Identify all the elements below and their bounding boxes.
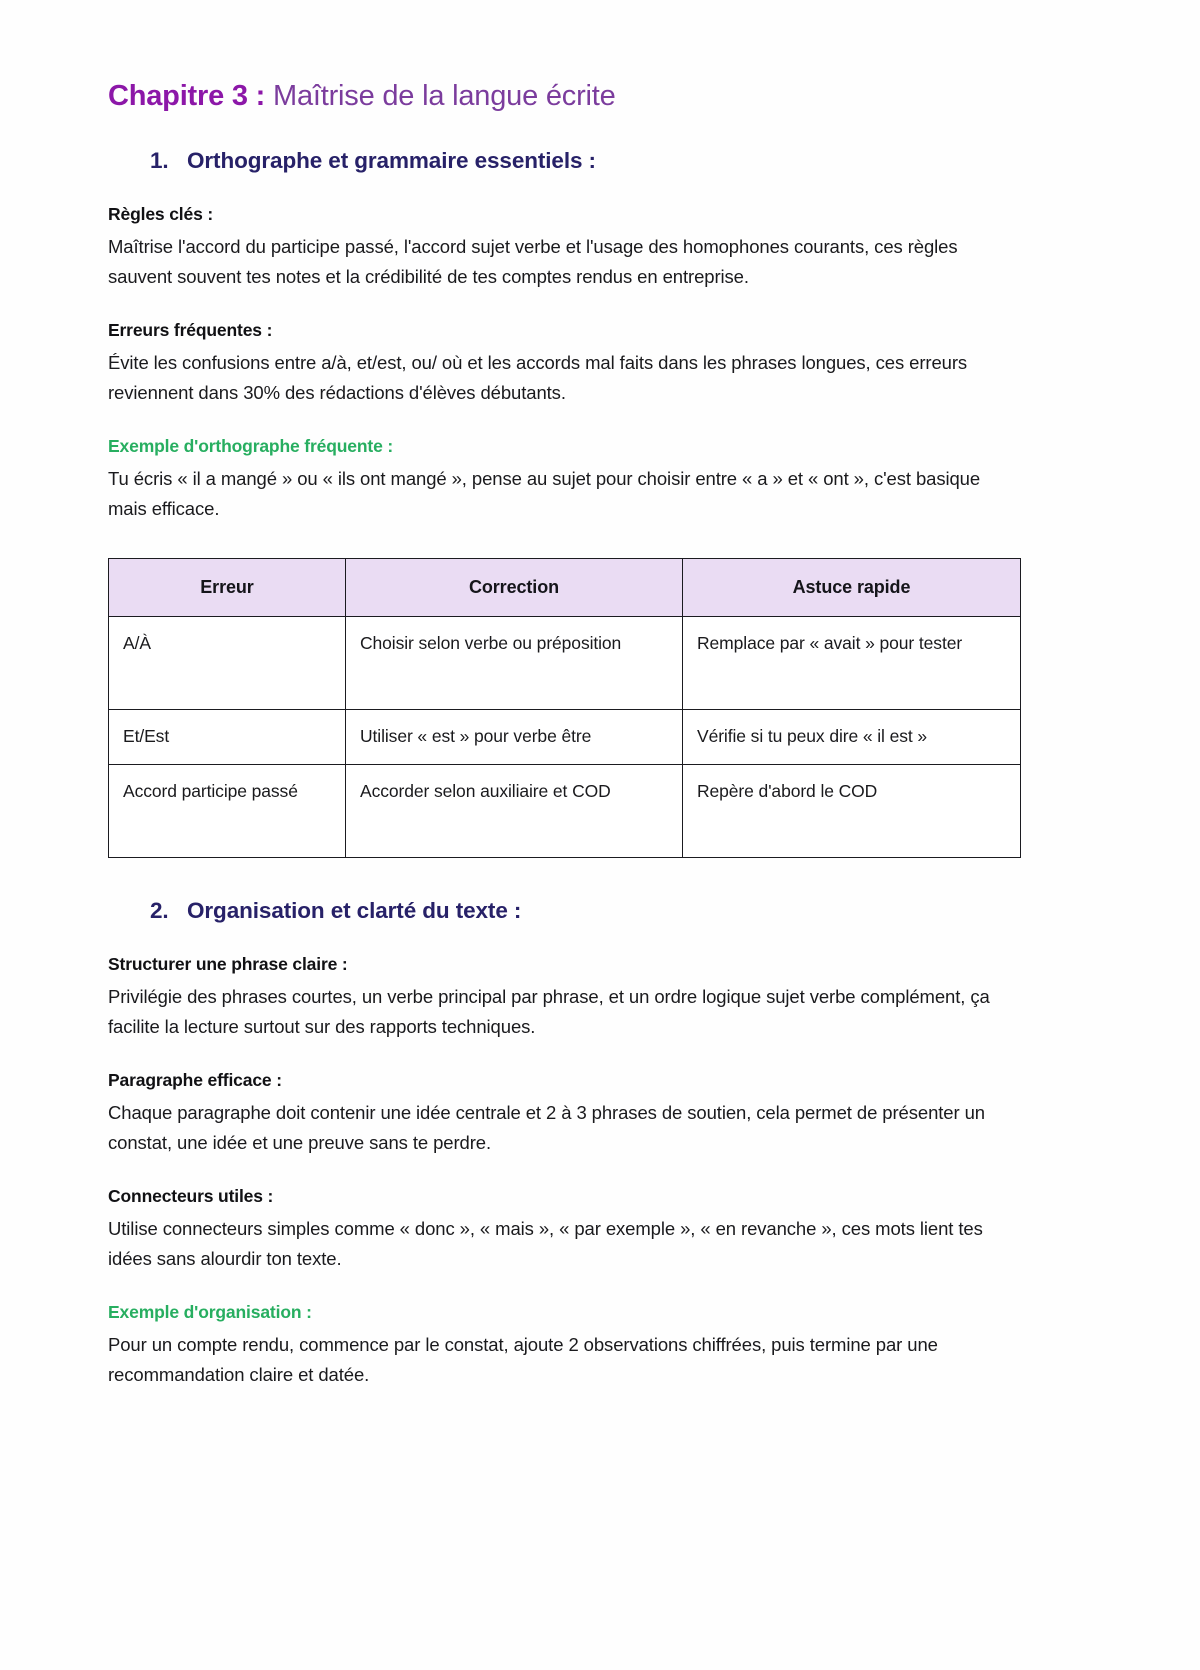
table-header-astuce: Astuce rapide [683,559,1021,617]
section-heading-2 [108,898,1020,924]
bodytext-connecteurs-utiles: Utilise connecteurs simples comme « donc », « mais », « par exemple », « en revanche », ces mots lient tes idées sans alourdir ton texte. [108,1218,983,1270]
block-paragraphe-efficace [108,1070,1020,1158]
section-label-1: Orthographe et grammaire essentiels : [187,148,596,174]
block-regles-cles [108,204,1020,292]
cell-astuce: Remplace par « avait » pour tester [683,617,1021,710]
subheading-structurer-phrase: Structurer une phrase claire : [108,954,348,975]
block-connecteurs-utiles [108,1186,1020,1274]
cell-erreur: Accord participe passé [109,765,346,858]
section-number-1: 1. [150,148,169,174]
table-row [109,617,1021,710]
cell-correction: Accorder selon auxiliaire et COD [346,765,683,858]
bodytext-paragraphe-efficace: Chaque paragraphe doit contenir une idée centrale et 2 à 3 phrases de soutien, cela permet de présenter un constat, une idée et une preuve sans te perdre. [108,1102,985,1154]
subheading-connecteurs-utiles: Connecteurs utiles : [108,1186,274,1207]
block-structurer-phrase [108,954,1020,1042]
page-title [108,78,1020,114]
subheading-erreurs-frequentes: Erreurs fréquentes : [108,320,273,341]
cell-correction: Choisir selon verbe ou préposition [346,617,683,710]
bodytext-structurer-phrase: Privilégie des phrases courtes, un verbe principal par phrase, et un ordre logique sujet verbe complément, ça facilite la lecture surtout sur des rapports techniques. [108,986,990,1038]
cell-correction: Utiliser « est » pour verbe être [346,710,683,765]
table-row [109,765,1021,858]
errors-table-wrapper [108,558,1020,858]
section-heading-1 [108,148,1020,174]
subheading-exemple-organisation: Exemple d'organisation : [108,1302,312,1323]
cell-astuce: Vérifie si tu peux dire « il est » [683,710,1021,765]
chapter-label: Chapitre 3 : [108,80,266,112]
chapter-subject: Maîtrise de la langue écrite [265,80,616,112]
table-header-erreur: Erreur [109,559,346,617]
errors-table [108,558,1021,858]
bodytext-erreurs-frequentes: Évite les confusions entre a/à, et/est, ou/ où et les accords mal faits dans les phrases longues, ces erreurs reviennent dans 30% des rédactions d'élèves débutants. [108,352,968,404]
cell-erreur: Et/Est [109,710,346,765]
block-erreurs-frequentes [108,320,1020,408]
subheading-exemple-orthographe: Exemple d'orthographe fréquente : [108,436,394,457]
bodytext-regles-cles: Maîtrise l'accord du participe passé, l'accord sujet verbe et l'usage des homophones courants, ces règles sauvent souvent tes notes et la crédibilité de tes comptes rendus en entreprise. [108,236,958,288]
section-number-2: 2. [150,898,169,924]
block-exemple-organisation [108,1302,1020,1390]
subheading-regles-cles: Règles clés : [108,204,214,225]
section-label-2: Organisation et clarté du texte : [187,898,522,924]
table-header-row [109,559,1021,617]
cell-erreur: A/À [109,617,346,710]
subheading-paragraphe-efficace: Paragraphe efficace : [108,1070,282,1091]
table-row [109,710,1021,765]
bodytext-exemple-organisation: Pour un compte rendu, commence par le constat, ajoute 2 observations chiffrées, puis termine par une recommandation claire et datée. [108,1334,938,1386]
block-exemple-orthographe [108,436,1020,524]
table-header-correction: Correction [346,559,683,617]
cell-astuce: Repère d'abord le COD [683,765,1021,858]
bodytext-exemple-orthographe: Tu écris « il a mangé » ou « ils ont mangé », pense au sujet pour choisir entre « a » et « ont », c'est basique mais efficace. [108,468,981,520]
